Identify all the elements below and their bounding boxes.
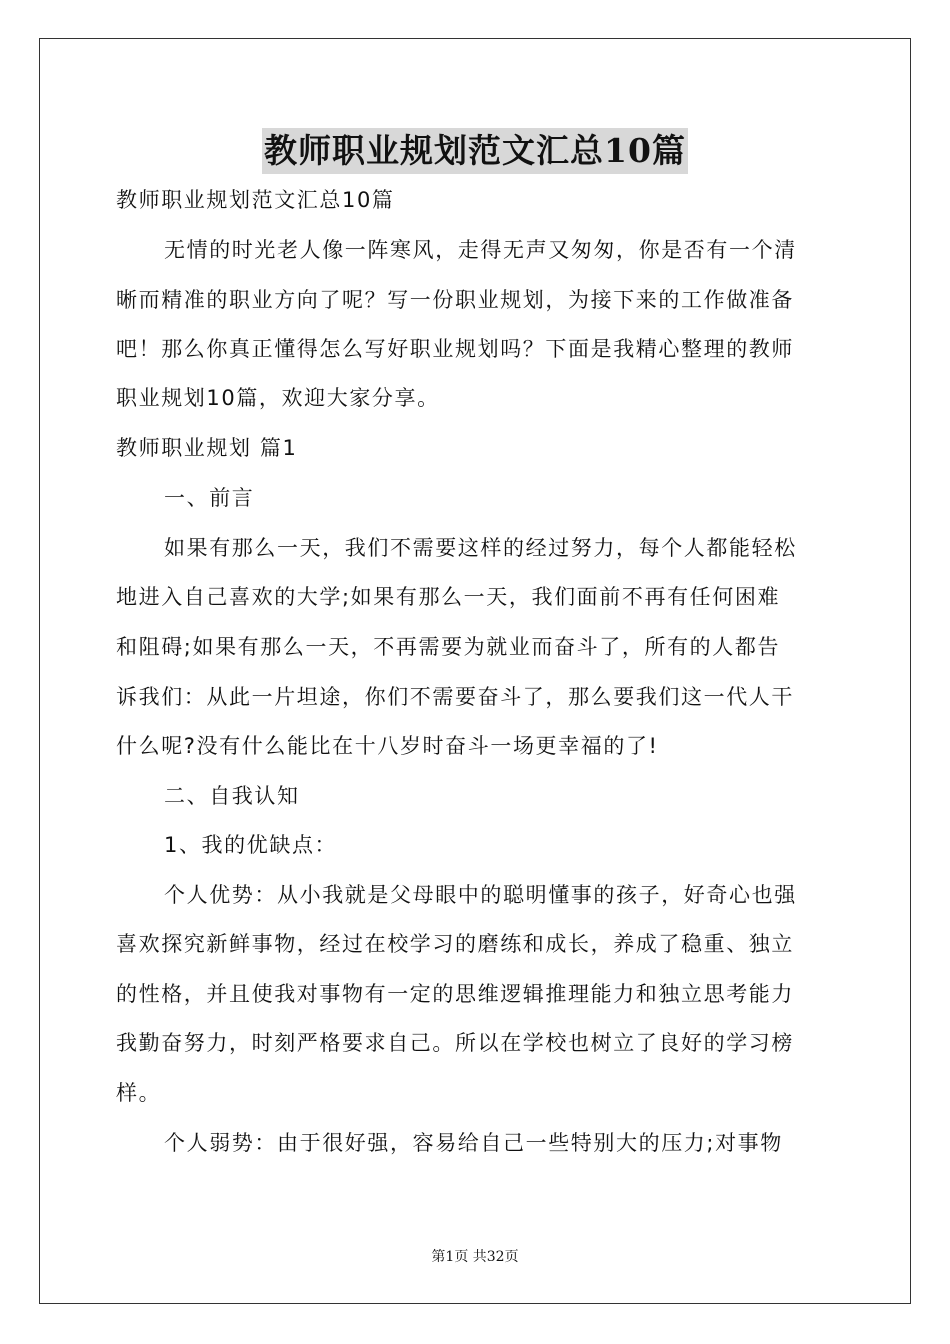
subheading: 一、前言 [164,486,255,510]
paragraph-line: 职业规划10篇，欢迎大家分享。 [116,386,440,410]
paragraph-line: 地进入自己喜欢的大学;如果有那么一天，我们面前不再有任何困难 [116,585,781,609]
paragraph-line: 样。 [116,1081,162,1105]
paragraph-line: 什么呢?没有什么能比在十八岁时奋斗一场更幸福的了! [116,734,659,758]
subheading: 二、自我认知 [164,784,300,808]
section-heading: 教师职业规划 篇1 [116,436,298,460]
paragraph-line: 个人优势：从小我就是父母眼中的聪明懂事的孩子，好奇心也强 [164,883,797,907]
page-footer: 第1页 共32页 [431,1249,519,1265]
paragraph-line: 无情的时光老人像一阵寒风，走得无声又匆匆，你是否有一个清 [164,238,797,262]
subtitle-line: 教师职业规划范文汇总10篇 [116,188,395,212]
paragraph-line: 如果有那么一天，我们不需要这样的经过努力，每个人都能轻松 [164,536,797,560]
subheading: 1、我的优缺点： [164,833,338,857]
paragraph-line: 的性格，并且使我对事物有一定的思维逻辑推理能力和独立思考能力 [116,982,794,1006]
paragraph-line: 个人弱势：由于很好强，容易给自己一些特别大的压力;对事物 [164,1131,783,1155]
paragraph-line: 晰而精准的职业方向了呢？写一份职业规划，为接下来的工作做准备 [116,288,794,312]
paragraph-line: 我勤奋努力，时刻严格要求自己。所以在学校也树立了良好的学习榜 [116,1031,794,1055]
paragraph-line: 和阻碍;如果有那么一天，不再需要为就业而奋斗了，所有的人都告 [116,635,781,659]
paragraph-line: 喜欢探究新鲜事物，经过在校学习的磨练和成长，养成了稳重、独立 [116,932,794,956]
paragraph-line: 吧！那么你真正懂得怎么写好职业规划吗？下面是我精心整理的教师 [116,337,794,361]
document-title: 教师职业规划范文汇总10篇 [262,128,688,174]
paragraph-line: 诉我们：从此一片坦途，你们不需要奋斗了，那么要我们这一代人干 [116,685,794,709]
page-frame [39,38,911,1304]
title-block [116,128,834,174]
